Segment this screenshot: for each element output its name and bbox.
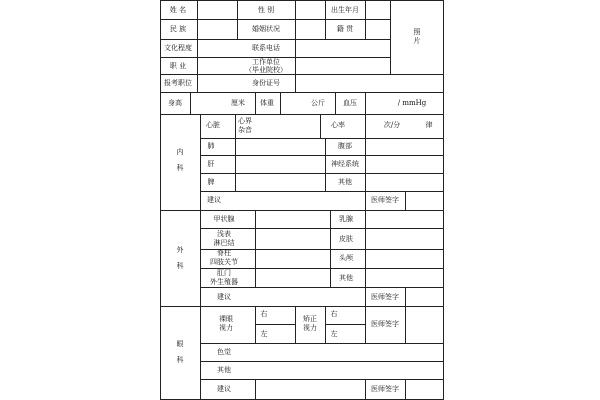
col-line (235, 114, 236, 191)
row-line (200, 155, 444, 156)
col-line (325, 138, 326, 191)
label-eye-doctor-signature: 医师签字 (371, 320, 399, 328)
col-line (365, 0, 366, 39)
label-corrected-vision: 矫正 视力 (303, 315, 317, 332)
border-left (160, 0, 161, 400)
label-color-vision: 色觉 (217, 348, 231, 356)
label-heart-rate: 心率 (331, 121, 345, 129)
label-surgery-advice: 建议 (217, 293, 231, 301)
col-line (280, 92, 281, 114)
row-line (160, 306, 444, 307)
label-contact-phone: 联系电话 (252, 44, 280, 52)
row-line (325, 324, 365, 325)
label-height: 身高 (168, 99, 182, 107)
label-naked-right: 右 (260, 310, 268, 318)
label-lymph: 浅表 淋巴结 (213, 230, 235, 247)
col-line (365, 114, 366, 191)
label-gender: 性 别 (257, 6, 275, 14)
label-rhythm: 律 (425, 121, 433, 129)
label-abdomen: 腹部 (338, 142, 352, 150)
row-line (200, 173, 444, 174)
label-head-neck: 头颅 (339, 254, 353, 262)
label-eye-advice: 建议 (217, 385, 231, 393)
label-native-place: 籍 贯 (336, 25, 354, 33)
label-naked-left: 左 (260, 330, 268, 338)
row-line (160, 114, 444, 115)
col-line (365, 191, 366, 210)
col-line (405, 191, 406, 210)
label-marital-status: 婚姻状况 (252, 25, 280, 33)
section-internal: 内 科 (176, 148, 184, 172)
row-line (200, 287, 444, 288)
col-line (365, 92, 366, 114)
col-line (325, 0, 326, 39)
label-birth-date: 出生年月 (331, 6, 359, 14)
label-eye-other: 其他 (217, 366, 231, 374)
row-line (200, 343, 444, 344)
label-breast: 乳腺 (339, 215, 353, 223)
row-line (160, 19, 390, 20)
label-surgery-doctor-signature: 医师签字 (371, 293, 399, 301)
label-corrected-left: 左 (330, 330, 338, 338)
row-line (160, 74, 444, 75)
col-line (255, 210, 256, 287)
label-bp-unit: / mmHg (397, 99, 427, 107)
row-line (200, 138, 444, 139)
label-anus-genitals: 肛门 外生殖器 (210, 269, 238, 286)
row-line (160, 39, 390, 40)
label-work-unit: 工作单位 （毕业院校） (245, 58, 287, 74)
col-line (255, 92, 256, 114)
col-line (237, 0, 238, 39)
col-line (255, 306, 256, 343)
col-line (320, 114, 321, 138)
label-naked-vision: 裸眼 视力 (219, 315, 233, 332)
label-occupation: 职 业 (169, 62, 187, 70)
label-rate-unit: 次/分 (383, 121, 401, 129)
label-applied-position: 报考职位 (164, 79, 192, 87)
row-line (160, 92, 444, 93)
label-kg: 公斤 (311, 99, 325, 107)
label-blood-pressure: 血压 (343, 99, 357, 107)
col-line (405, 287, 406, 306)
label-ethnicity: 民 族 (169, 25, 187, 33)
col-line (200, 114, 201, 400)
border-top (160, 0, 444, 1)
label-spine-limbs: 脊柱 四肢关节 (210, 249, 238, 266)
label-name: 姓 名 (169, 6, 187, 14)
row-line (200, 379, 444, 380)
label-nervous-system: 神经系统 (331, 160, 359, 168)
section-ophthalmology: 眼 科 (176, 340, 184, 364)
label-internal-other: 其他 (338, 178, 352, 186)
section-surgery: 外 科 (176, 246, 184, 270)
label-photo: 照 片 (413, 28, 421, 45)
label-heart: 心脏 (206, 121, 220, 129)
label-internal-doctor-signature: 医师签字 (371, 196, 399, 204)
col-line (330, 210, 331, 287)
label-lung: 肺 (207, 142, 215, 150)
label-eye-doctor-signature-2: 医师签字 (371, 385, 399, 393)
col-line (405, 306, 406, 343)
col-line (295, 0, 296, 92)
label-cm: 厘米 (231, 99, 245, 107)
border-right (443, 0, 444, 400)
label-thyroid: 甲状腺 (213, 215, 235, 223)
label-corrected-right: 右 (330, 310, 338, 318)
col-line (190, 92, 191, 114)
label-skin: 皮肤 (339, 235, 353, 243)
label-heart-border-murmur: 心界 杂音 (238, 117, 252, 134)
label-weight: 体重 (260, 99, 274, 107)
col-line (295, 306, 296, 343)
col-line (335, 92, 336, 114)
col-line (325, 306, 326, 343)
row-line (200, 191, 444, 192)
row-line (160, 210, 444, 211)
col-line (255, 379, 256, 400)
col-line (390, 0, 391, 74)
label-surgery-other: 其他 (339, 274, 353, 282)
row-line (200, 228, 444, 229)
label-liver: 肝 (207, 160, 215, 168)
label-spleen: 脾 (207, 178, 215, 186)
col-line (365, 210, 366, 306)
col-line (365, 306, 366, 343)
label-id-number: 身份证号 (252, 79, 280, 87)
label-internal-advice: 建议 (207, 196, 221, 204)
row-line (255, 324, 295, 325)
col-line (405, 379, 406, 400)
col-line (197, 0, 198, 92)
col-line (365, 379, 366, 400)
label-education: 文化程度 (164, 44, 192, 52)
row-line (200, 361, 444, 362)
